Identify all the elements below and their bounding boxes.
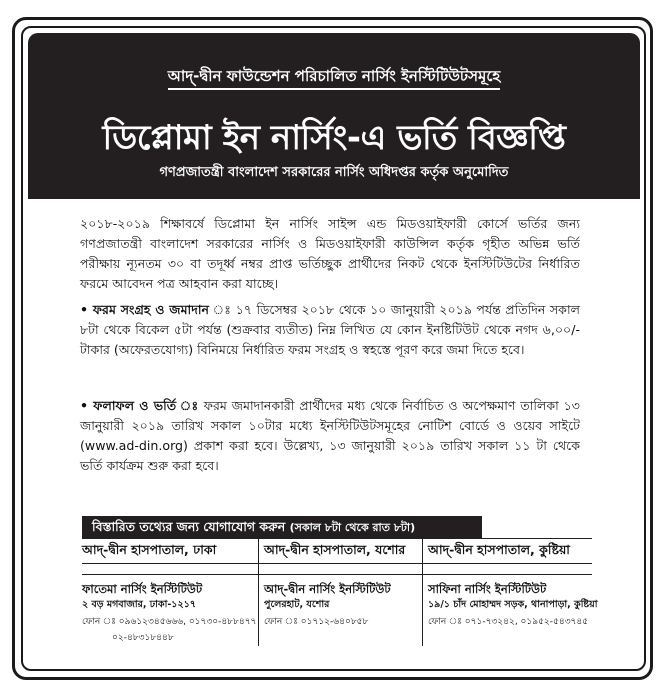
approval-line: গণপ্রজাতন্ত্রী বাংলাদেশ সরকারের নার্সিং অধিদপ্তর কর্তৃক অনুমোদিত [159,165,509,180]
hospital-name: আদ্-দ্বীন হাসপাতাল, যশোর [264,542,406,557]
result-admission-paragraph [80,396,580,476]
notice-header [28,33,640,199]
hospital-name: আদ্-দ্বীন হাসপাতাল, ঢাকা [82,542,217,557]
form-collection-text: ঃ ১৭ ডিসেম্বর ২০১৮ থেকে ১০ জানুয়ারী ২০১৯ পর্যন্ত প্রতিদিন সকাল ৮টা থেকে বিকেল ৫টা পর্যন্ত (শুক্রবার ব্যতীত) নিম্ন লিখিত যে কোন ইনষ্টিটিউট থেকে নগদ ৬,০০/- টাকার (অফেরতযোগ্য) বিনিময়ে নির্ধারিত ফরম সংগ্রহ ও স্বহস্তে পূরণ করে জমা দিতে হবে। [80,302,581,357]
table-divider-rule [82,574,592,575]
form-collection-heading: • ফরম সংগ্রহ ও জমাদান [80,302,209,317]
table-top-rule [82,538,592,539]
table-header-rule [82,563,592,564]
column-divider [422,538,423,646]
institute-name: সাফিনা নার্সিং ইনস্টিটিউট [428,582,547,596]
contact-hours: (সকাল ৮টা থেকে রাত ৮টা) [289,521,416,534]
contact-heading: বিস্তারিত তথ্যের জন্য যোগাযোগ করুন [92,519,286,534]
institute-address: ১৯/১ চাঁদ মোহাম্মদ সড়ক, থানাপাড়া, কুষ্টিয়া [428,599,598,610]
organization-line: আদ্-দ্বীন ফাউন্ডেশন পরিচালিত নার্সিং ইনস্টিটিউটসমূহে [28,65,640,90]
form-collection-paragraph [80,300,580,360]
institute-phone: ফোন ঃ ০৭১-৭৩২৪২, ০১৯৫২-৫৪৩৭৪৫ [428,617,589,627]
institute-table [82,538,598,646]
institute-phone: ফোন ঃ ০৯৬১২৩৪৫৬৬৬, ০১৭৩০-৪৮৮৪৭৭ ০২-৪৮৩১৮৪৪৮ [82,617,257,643]
notice-title: ডিপ্লোমা ইন নার্সিং-এ ভর্তি বিজ্ঞপ্তি [102,118,566,158]
hospital-name: আদ্-দ্বীন হাসপাতাল, কুষ্টিয়া [428,542,570,557]
result-admission-heading: • ফলাফল ও ভর্তি ঃ [80,398,199,413]
intro-paragraph: ২০১৮-২০১৯ শিক্ষাবর্ষে ডিপ্লোমা ইন নার্সিং সাইন্স এন্ড মিডওয়াইফারী কোর্সে ভর্তির জন্য গণপ্রজাতন্ত্রী বাংলাদেশ সরকারের নার্সিং ও মিডওয়াইফারী কাউন্সিল কর্তৃক গৃহীত অভিন্ন ভর্তি পরীক্ষায় ন্যূনতম ৩০ বা তদূর্ধ্ব নম্বর প্রাপ্ত ভর্তিচ্ছুক প্রার্থীদের নিকট থেকে ইনস্টিটিউটের নির্ধারিত ফরমে আবেদন পত্র আহবান করা যাচ্ছে। [80,216,580,291]
contact-banner [82,516,482,538]
institute-phone: ফোন ঃ ০১৭১২-৬৪০৮৫৮ [264,617,369,627]
column-divider [258,538,259,646]
institute-name: ফাতেমা নার্সিং ইনস্টিটিউট [82,582,203,596]
institute-name: আদ্-দ্বীন নার্সিং ইনস্টিটিউট [264,582,391,596]
institute-address: ২ বড় মগবাজার, ঢাকা-১২১৭ [82,599,196,610]
result-admission-text: ফরম জমাদানকারী প্রার্থীদের মধ্য থেকে নির্বাচিত ও অপেক্ষমাণ তালিকা ১৩ জানুয়ারী ২০১৯ তারিখ সকাল ১০টার মধ্যে ইনস্টিটিউটসমূহের নোটিশ বোর্ডে ও ওয়েব সাইটে (www.ad-din.org) প্রকাশ করা হবে। উল্লেখ্য, ১৩ জানুয়ারী ২০১৯ তারিখ সকাল ১১ টা থেকে ভর্তি কার্যক্রম শুরু করা হবে। [80,398,581,473]
institute-address: পুলেরহাট, যশোর [264,599,330,610]
